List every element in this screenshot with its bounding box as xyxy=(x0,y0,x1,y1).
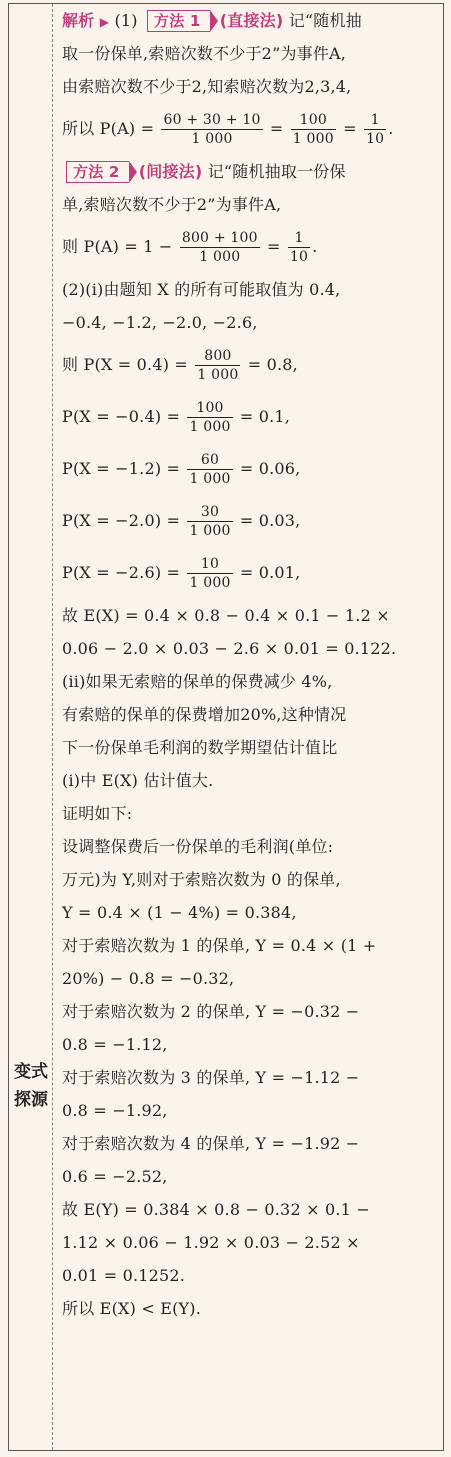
side-label-line1: 变式 xyxy=(14,1062,48,1082)
ii-line-2: 有索赔的保单的保费增加20%,这种情况 xyxy=(62,705,347,724)
prob-line-5 xyxy=(62,547,440,599)
solution-content xyxy=(62,4,440,1325)
line-6: 单,索赔次数不少于2”为事件A, xyxy=(62,195,282,214)
ey-line-1: 故 E(Y) = 0.384 × 0.8 − 0.32 × 0.1 − xyxy=(62,1200,370,1219)
line1-tail: 记“随机抽 xyxy=(288,11,362,30)
prob-2-fraction xyxy=(187,399,232,436)
fraction-2-num: 100 xyxy=(291,111,336,130)
prob-line-1 xyxy=(62,339,440,391)
prob-3-pre: P(X = −1.2) = xyxy=(62,459,181,478)
prob-2-num: 100 xyxy=(187,399,232,418)
prob-3-num: 60 xyxy=(187,451,232,470)
fraction-4-den: 1 000 xyxy=(199,249,241,265)
prob-1-post: = 0.8, xyxy=(247,355,298,374)
fraction-5 xyxy=(288,229,310,266)
method1-tag: 方法 1 xyxy=(147,10,210,32)
step-line-9: 0.8 = −1.92, xyxy=(62,1101,168,1120)
prob-1-num: 800 xyxy=(195,347,240,366)
pa-indirect-pre: 则 P(A) = 1 − xyxy=(62,237,173,256)
fraction-3 xyxy=(364,111,386,148)
prob-1-fraction xyxy=(195,347,240,384)
fraction-5-den: 10 xyxy=(289,249,309,265)
fraction-1 xyxy=(161,111,262,148)
fraction-2 xyxy=(291,111,336,148)
prob-1-pre: 则 P(X = 0.4) = xyxy=(62,355,189,374)
side-label-line2: 探源 xyxy=(14,1090,48,1110)
prob-4-den: 1 000 xyxy=(189,523,231,539)
prob-4-fraction xyxy=(187,503,232,540)
ii-line-4: (i)中 E(X) 估计值大. xyxy=(62,771,214,790)
fraction-1-num: 60 + 30 + 10 xyxy=(163,112,261,128)
fraction-1-den: 1 000 xyxy=(191,131,233,147)
side-column xyxy=(9,4,53,1450)
prob-2-post: = 0.1, xyxy=(239,407,291,426)
method2-name: (间接法) xyxy=(138,162,203,181)
prob-line-4 xyxy=(62,495,440,547)
prob-2-den: 1 000 xyxy=(189,419,231,435)
part1-label: (1) xyxy=(114,11,138,30)
method2-tag: 方法 2 xyxy=(66,161,129,183)
line-4: 所以 P(A) = $\frac{60 + 30 + 10}{1 000}$ = $\frac{100}{1 000}$ = $\frac{1}{10}$ . xyxy=(62,112,394,147)
prob-line-2 xyxy=(62,391,440,443)
fraction-3-num: 1 xyxy=(364,111,386,130)
method1-name: (直接法) xyxy=(219,11,284,30)
prob-2-pre: P(X = −0.4) = xyxy=(62,407,181,426)
step-line-7: 0.8 = −1.12, xyxy=(62,1035,168,1054)
prob-5-pre: P(X = −2.6) = xyxy=(62,563,181,582)
fraction-5-num: 1 xyxy=(288,229,310,248)
prob-5-fraction xyxy=(187,555,232,592)
ii-line-3: 下一份保单毛利润的数学期望估计值比 xyxy=(62,738,338,757)
triangle-right-icon: ▶ xyxy=(99,15,110,29)
step-line-5: 20%) − 0.8 = −0.32, xyxy=(62,969,235,988)
fraction-2-den: 1 000 xyxy=(292,131,334,147)
fraction-4-num: 800 + 100 xyxy=(181,230,258,246)
prob-5-post: = 0.01, xyxy=(239,563,301,582)
line-1 xyxy=(62,4,440,37)
fraction-3-den: 10 xyxy=(366,131,385,147)
line-2: 取一份保单,索赔次数不少于2”为事件A, xyxy=(62,44,347,63)
pa-direct-pre: 所以 P(A) = xyxy=(62,119,155,138)
ey-line-3: 0.01 = 0.1252. xyxy=(62,1266,186,1285)
prob-3-fraction xyxy=(187,451,232,488)
prob-1-den: 1 000 xyxy=(197,367,239,383)
step-line-1: 设调整保费后一份保单的毛利润(单位: xyxy=(62,837,334,856)
ex-line-2: 0.06 − 2.0 × 0.03 − 2.6 × 0.01 = 0.122. xyxy=(62,639,397,658)
step-line-8: 对于索赔次数为 3 的保单, Y = −1.12 − xyxy=(62,1068,360,1087)
line-9: −0.4, −1.2, −2.0, −2.6, xyxy=(62,313,258,332)
conclusion: 所以 E(X) < E(Y). xyxy=(62,1299,202,1318)
step-line-3: Y = 0.4 × (1 − 4%) = 0.384, xyxy=(62,903,297,922)
step-line-2: 万元)为 Y,则对于索赔次数为 0 的保单, xyxy=(62,870,341,889)
step-line-4: 对于索赔次数为 1 的保单, Y = 0.4 × (1 + xyxy=(62,936,377,955)
line-7: 则 P(A) = 1 − $\frac{800 + 100}{1 000}$ = $\frac{1}{10}$ . xyxy=(62,230,318,265)
line-5 xyxy=(62,155,440,188)
line5-tail: 记“随机抽取一份保 xyxy=(207,162,346,181)
prob-5-num: 10 xyxy=(187,555,232,574)
prob-4-num: 30 xyxy=(187,503,232,522)
step-line-6: 对于索赔次数为 2 的保单, Y = −0.32 − xyxy=(62,1002,360,1021)
prob-4-pre: P(X = −2.0) = xyxy=(62,511,181,530)
ey-line-2: 1.12 × 0.06 − 1.92 × 0.03 − 2.52 × xyxy=(62,1233,360,1252)
prob-line-3 xyxy=(62,443,440,495)
prob-4-post: = 0.03, xyxy=(239,511,301,530)
solution-box xyxy=(8,3,444,1451)
line-3: 由索赔次数不少于2,知索赔次数为2,3,4, xyxy=(62,77,352,96)
line-8: (2)(i)由题知 X 的所有可能取值为 0.4, xyxy=(62,280,341,299)
analysis-head: 解析 xyxy=(62,11,95,30)
fraction-4 xyxy=(180,229,260,266)
side-label xyxy=(11,1058,51,1114)
ii-line-1: (ii)如果无索赔的保单的保费减少 4%, xyxy=(62,672,333,691)
prob-5-den: 1 000 xyxy=(189,575,231,591)
prob-3-post: = 0.06, xyxy=(239,459,301,478)
prob-3-den: 1 000 xyxy=(189,471,231,487)
step-line-10: 对于索赔次数为 4 的保单, Y = −1.92 − xyxy=(62,1134,360,1153)
ex-line-1: 故 E(X) = 0.4 × 0.8 − 0.4 × 0.1 − 1.2 × xyxy=(62,606,390,625)
step-line-11: 0.6 = −2.52, xyxy=(62,1167,168,1186)
proof-heading: 证明如下: xyxy=(62,804,133,823)
